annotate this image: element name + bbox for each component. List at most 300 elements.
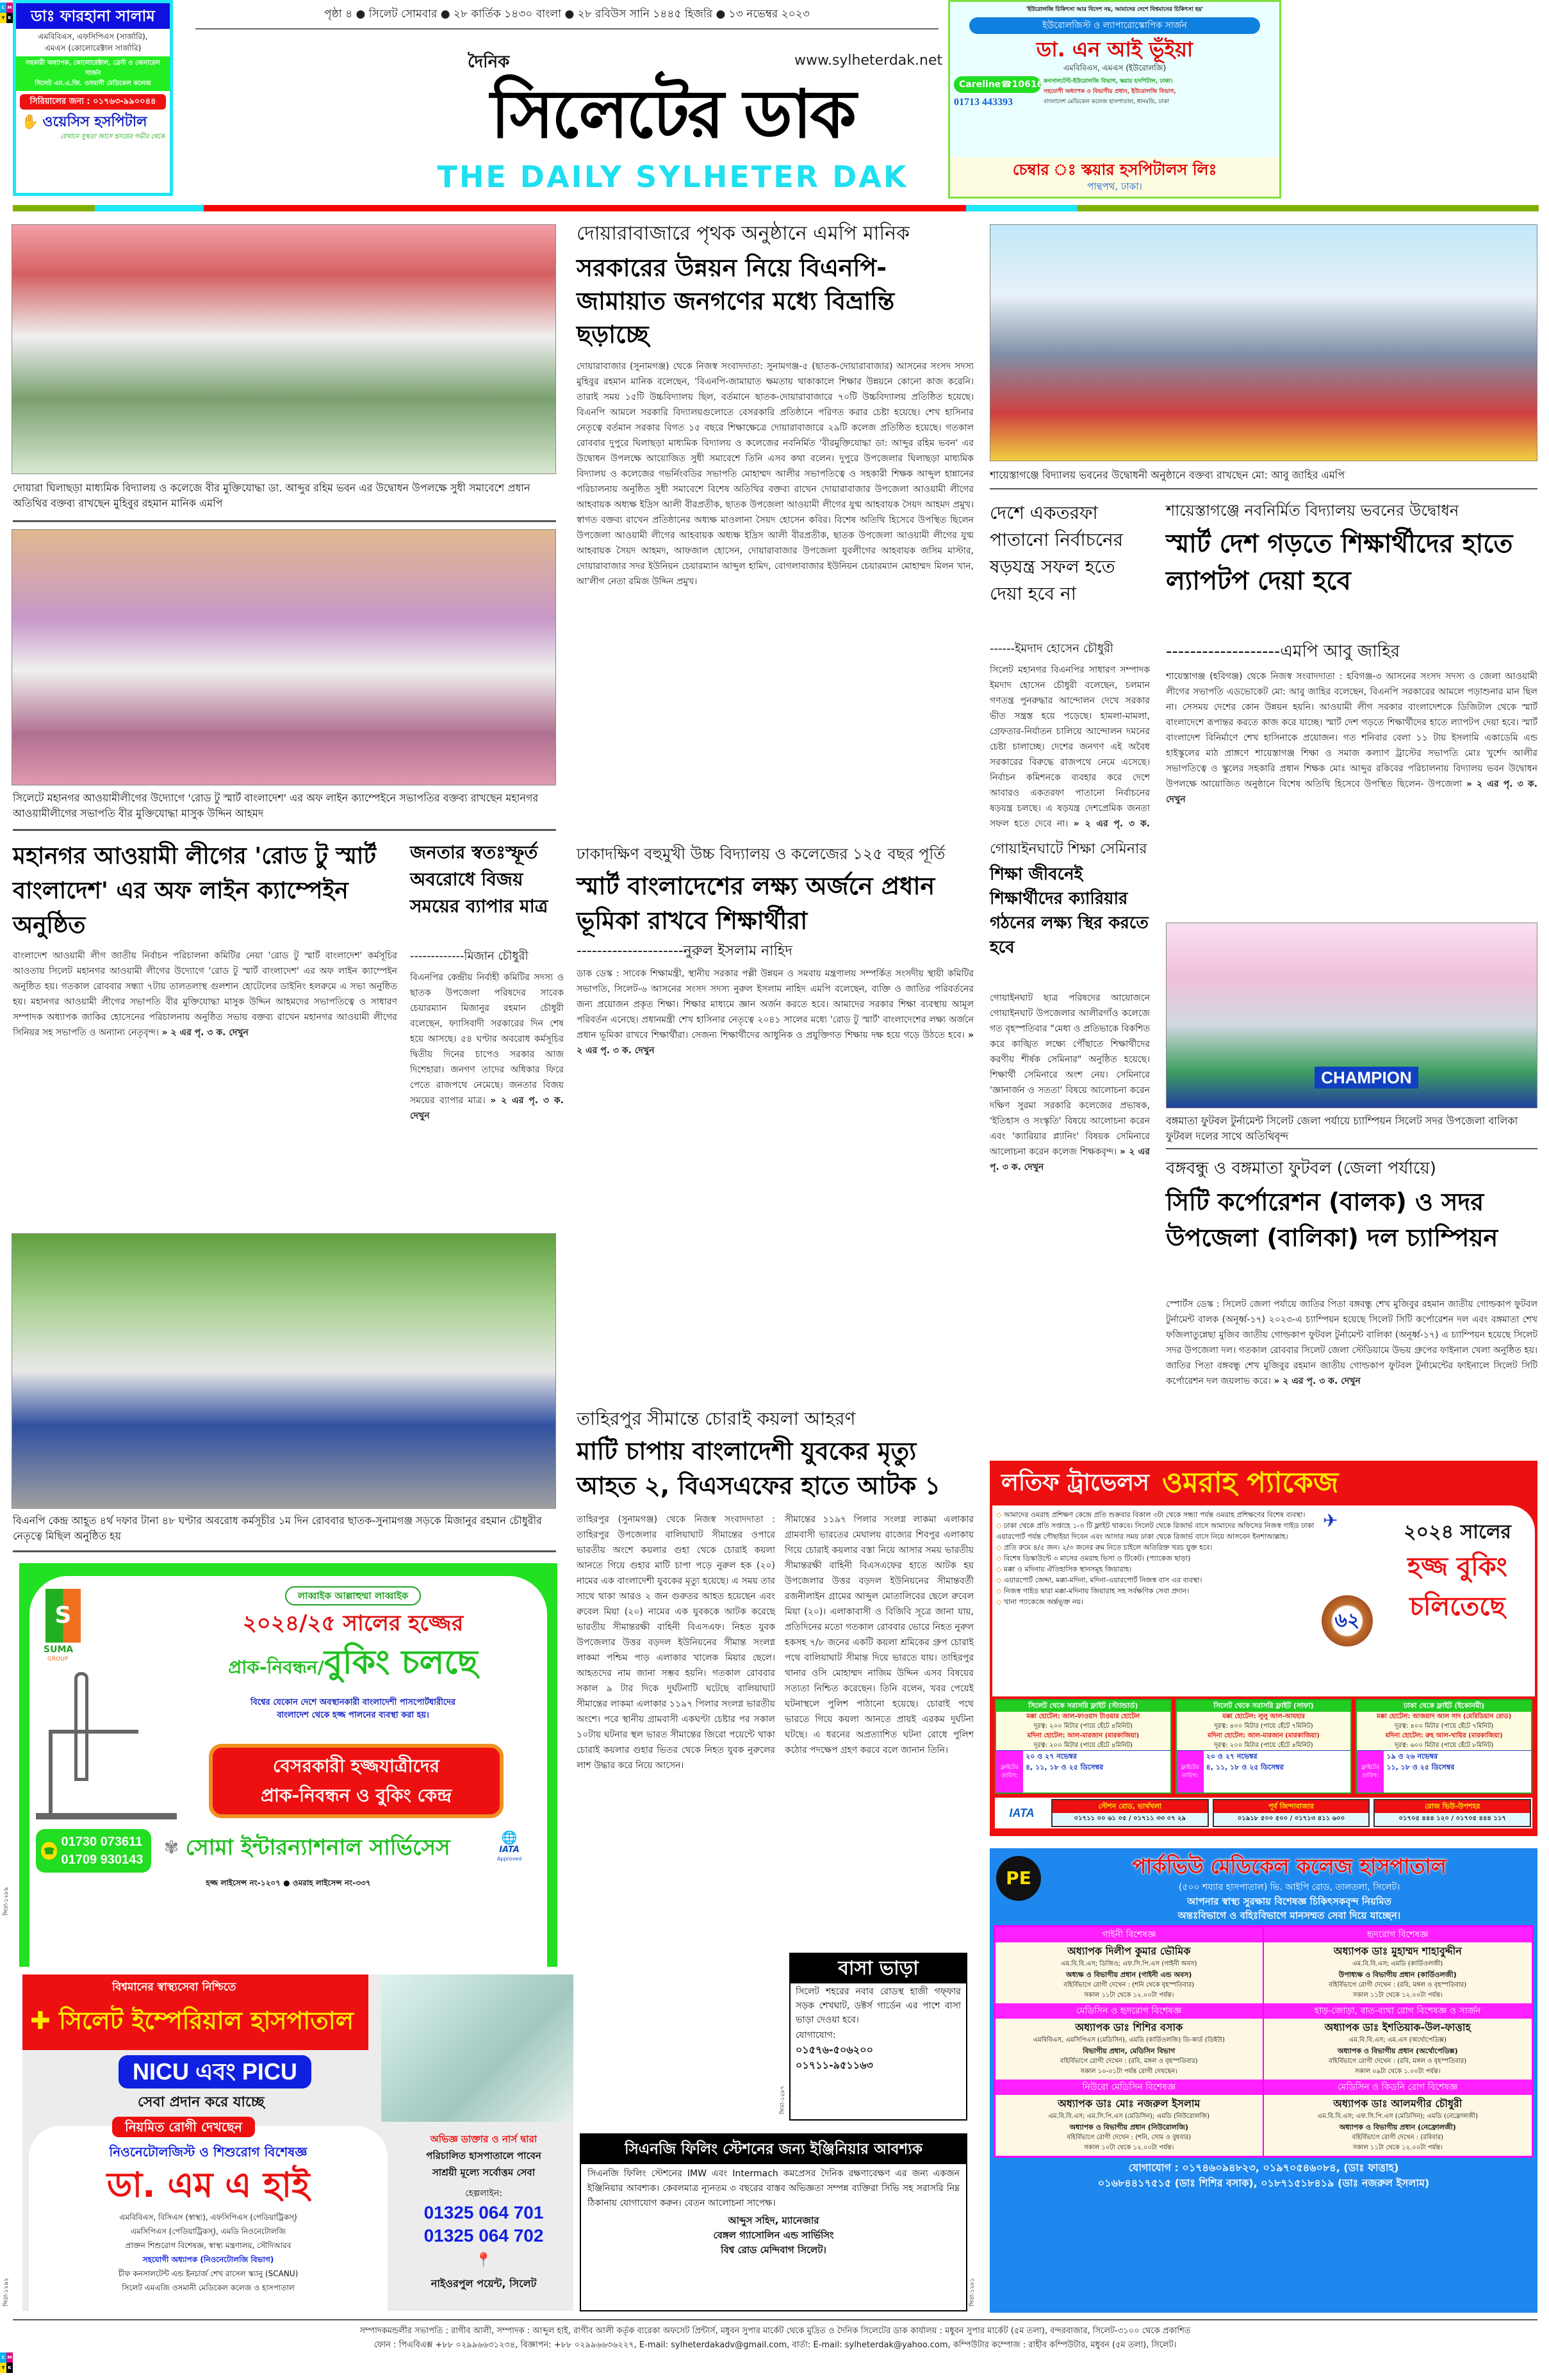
feature-text: এয়ারপোর্ট জেদ্দা, মক্কা-মদিনা, মদিনা-এয়ারপোর্ট নিজস্ব বাস এর ব্যবস্থা। [1003, 1576, 1202, 1584]
color-strip [13, 205, 95, 211]
department: গাইনী বিশেষজ্ঞ [996, 1927, 1263, 1942]
iata-logo [487, 1830, 532, 1863]
cmyk-k: K [6, 13, 13, 23]
story-text: গোয়াইনঘাট ছাত্র পরিষদের আয়োজনে গোয়াইনঘাট উপজেলার আলীরগাঁও কলেজে গত বৃহস্পতিবার "মেধা ও প্রতিভাকে বিকশিত করে কাঙ্খিত লক্ষ্যে পৌঁছাতে শিক্ষার্থীদের করণীয় শীর্ষক সেমিনার" অনুষ্ঠিত হয়েছে। শিক্ষার্থী সেমিনারে অংশ নেয়। সেমিনারে 'জ্ঞানার্জন ও সততা' বিষয়ে আলোচনা করেন দক্ষিণ সুরমা সরকারি কলেজের প্রভাষক, 'ইতিহাস ও সংস্কৃতি' বিষয়ে আলোচনা করেন এবং 'ক্যারিয়ার প্ল্যানিং' বিষয়ক সেমিনারে আলোচনা করেন কলেজ শিক্ষকবৃন্দ। [990, 993, 1150, 1157]
careline-label: Careline [959, 79, 1001, 90]
chamber: চেম্বার ঃ স্কয়ার হসপিটালস লিঃ [1012, 161, 1217, 179]
sign-2: বেঙ্গল গ্যাসোলিন এন্ড সার্ভিসিং [713, 2229, 834, 2241]
classified-title: সিএনজি ফিলিং স্টেশনের জন্য ইঞ্জিনিয়ার আবশ্যক [581, 2135, 966, 2164]
makkah-distance: দূরত্ব: ২০০ মিটার (পায়ে হেঁটে ৪মিনিট) [1033, 1723, 1133, 1730]
bullet-icon: ◇ [996, 1511, 1004, 1519]
phone-1[interactable]: ০১৫৭৬-৫০৬২০০ [796, 2044, 874, 2056]
doctor-card [1264, 2080, 1532, 2156]
story-headline[interactable]: স্মার্ট বাংলাদেশের লক্ষ্য অর্জনে প্রধান ভূমিকা রাখবে শিক্ষার্থীরা [577, 872, 935, 935]
flight-dates-dec: ৪, ১১, ১৮ ও ২৫ ডিসেম্বর [1026, 1763, 1104, 1771]
office-name: পূর্ব জিন্দাবাজার [1214, 1800, 1369, 1813]
story-kicker: বঙ্গবন্ধু ও বঙ্গমাতা ফুটবল (জেলা পর্যায়ে) [1166, 1159, 1436, 1178]
doctor-name: ডা. এন আই ভূঁইয়া [1036, 37, 1193, 62]
pre-registration: প্রাক-নিবন্ধন/ [228, 1657, 324, 1678]
story-headline[interactable]: জনতার স্বতঃস্ফূর্ত অবরোধে বিজয় সময়ের ব্যাপার মাত্র [410, 842, 548, 917]
ad-sylhet-imperial-hospital[interactable] [22, 1974, 573, 2311]
office-name: রোজ ভিউ-উপশহর [1375, 1800, 1530, 1813]
feature-item [996, 1509, 1316, 1520]
reg-code: সিডা-১২৮১ [969, 2277, 976, 2306]
phone-2[interactable]: ০১৭১১-৯৫১১৬৩ [796, 2059, 873, 2071]
service-line-2: অন্তঃবিভাগে ও বহিঃবিভাগে মানসম্মত সেবা দিয়ে যাচ্ছেন। [1177, 1910, 1401, 1921]
doctor-name: অধ্যাপক ডাঃ মোঃ নজরুল ইসলাম [1058, 2097, 1201, 2110]
cmyk-c: C [0, 3, 6, 13]
story-headline[interactable]: সিটি কর্পোরেশন (বালক) ও সদর উপজেলা (বালিকা) দল চ্যাম্পিয়ন [1166, 1188, 1498, 1252]
continued-link[interactable]: » ২ এর পৃ. ৩ ক. দেখুন [577, 1030, 974, 1056]
center-line-2: প্রাক-নিবন্ধন ও বুকিং কেন্দ্র [260, 1785, 452, 1806]
feature-item [996, 1520, 1316, 1542]
story-body [410, 970, 564, 1225]
flight-dates-nov: ২০ ও ২৭ নভেম্বর [1026, 1752, 1077, 1760]
cmyk-mark-top [0, 3, 13, 23]
hospital-address: (৫০০ শয্যার হাসপাতাল) ভি. আইপি রোড, তালতলা, সিলেট। [1178, 1882, 1400, 1892]
sign-1: আব্দুস সহিদ, ম্যানেজার [728, 2215, 819, 2226]
photo-shaistaganj-school [990, 224, 1537, 461]
makkah-distance: দূরত্ব: ৪০০ মিটার (পায়ে হেঁটে ৭মিনিট) [1214, 1723, 1313, 1730]
specialty-pill: ইউরোলজিস্ট ও ল্যাপারোস্কোপিক সার্জন [969, 17, 1260, 34]
consult-time: সকাল ১১টা থেকে ১২.০০টা পর্যন্ত। [1352, 1992, 1443, 1999]
package-title: সিলেট থেকে সরাসরি ফ্লাইট (স্ট্যান্ডার্ড) [996, 1700, 1170, 1712]
cred-5: চীফ কনসালটেন্ট এন্ড ইনচার্জ শেখ রাসেল স্ক্যানু (SCANU) [118, 2269, 299, 2278]
flight-dates-nov: ১৯ ও ২৬ নভেম্বর [1386, 1752, 1438, 1760]
position-2: সহযোগী অধ্যাপক ও বিভাগীয় প্রধান, ইউরোলজি বিভাগ, [1044, 88, 1176, 95]
feature-text: খানা প্যাকেজে অর্ন্তভূক্ত নয়। [1003, 1598, 1083, 1606]
bullet-icon: ◇ [996, 1522, 1004, 1530]
serial-phone[interactable]: সিরিয়ালের জন্য : ০১৭৬৩-৯৯০০৪৪ [20, 94, 166, 110]
imprint-line-2: ফোন : পিএবিএক্স +৮৮ ০২৯৯৬৬৩১২৩৪, বিজ্ঞাপন: +৮৮ ০২৯৯৬৬৩৬২২৭, E-mail: sylheterdakadv@gmail.com, বার্তা: E-mail: sylheterdak@yahoo.com, কম্পিউটার কম্পোজ : রাহীব কম্পিউটার, মধুবন (৫ম তলা), সিলেট। [373, 2340, 1177, 2350]
consult-time: সকাল ১১টা থেকে ১২.০০টা পর্যন্ত। [1352, 2144, 1443, 2151]
story-text: ডাক ডেস্ক : সাবেক শিক্ষামন্ত্রী, স্থানীয় সরকার পল্লী উন্নয়ন ও সমবায় মন্ত্রণালয় সম্পর্কিত সংসদীয় স্থায়ী কমিটির সভাপতি, সিলেট-৬ আসনের সংসদ সদস্য নুরুল ইসলাম নাহিদ এমপি বলেছেন, ব্যক্তি ও জাতির পরিবর্তনের জন্য প্রয়োজন প্রকৃত শিক্ষা। শিক্ষার মাধ্যমে জ্ঞান অর্জন করতে হবে। আমাদের সরকার শিক্ষা ব্যবস্থায় আমূল পরিবর্তন এনেছে। প্রধানমন্ত্রী শেখ হাসিনার নেতৃত্বে ২০৪১ সালের মধ্যে 'রোড টু স্মার্ট' বাংলাদেশের লক্ষ্য অর্জনে প্রধান ভূমিকা রাখবে শিক্ষার্থীরা। সেজন্য শিক্ষার্থীদের আধুনিক ও প্রযুক্তিগত শিক্ষায় দক্ষ হয়ে গড়ে উঠতে হবে। [577, 969, 974, 1040]
story-body [990, 990, 1150, 1436]
doctor-degrees: এম.বি.বি.এস; ডিজিও; এফ.সি.পি.এস (গাইনী অবস) [1060, 1960, 1197, 1967]
story-body: দোয়ারাবাজার (সুনামগঞ্জ) থেকে নিজস্ব সংবাদদাতা: সুনামগঞ্জ-৫ (ছাতক-দোয়ারাবাজার) আসনের সংসদ সদস্য মুহিবুর রহমান মানিক বলেছেন, 'বিএনপি-জামায়াত ক্ষমতায় থাকাকালে শিক্ষার উন্নয়নে কোনো কাজ করেনি। তারাই সময় ১৫টি উচ্চবিদ্যালয় ছিল, বর্তমানে ছাতক-দোয়ারাবাজারে ৭০টি উচ্চবিদ্যালয় প্রতিষ্ঠিত হয়েছে। বিএনপি আমলে সরকারি বিদ্যালয়গুলোতে বেসরকারি প্রতিষ্ঠানে পরিণত করার চেষ্টা হয়েছে। শেখ হাসিনার নেতৃত্বে বর্তমান সরকার বিগত ১৫ বছরে শিক্ষাক্ষেত্রে দোয়ারাবাজারে ২৯টি কলেজ প্রতিষ্ঠিত হয়েছে। গতকাল রোববার দুপুরে ঘিলাছড়া মাধ্যমিক বিদ্যালয় ও কলেজের নবনির্মিত 'বীরমুক্তিযোদ্ধা ডা: আব্দুর রহিম ভবন' এর উদ্বোধন উপলক্ষে আয়োজিত সুধী সমাবেশে তিনি এসব কথা বলেন। দুপুরে উপজেলার ঘিলাছড়া মাধ্যমিক বিদ্যালয় ও কলেজের গভর্নিংবডির সভাপতি মোহাম্মদ আলীর সভাপতিত্বে ও সহকারী শিক্ষক আব্দুল হান্নানের পরিচালনায় অনুষ্ঠিত সুধী সমাবেশে বিশেষ অতিথির বক্তব্য রাখেন দোয়ারাবাজার উপজেলা আওয়ামী লীগের আহবায়ক অধ্যক্ষ ইদ্রিস আলী বীরপ্রতীক, ছাতক উপজেলা আওয়ামী লীগের যুগ্ম আহবায়ক সৈয়দ আহমদ প্রমুখ। স্বাগত বক্তব্য রাখেন প্রতিষ্ঠানের অধ্যক্ষ মাওলানা সৈয়দ হোসেন কবির। বিশেষ অতিথি হিসেবে উপস্থিত ছিলেন উপজেলা আওয়ামী লীগের আহবায়ক অধ্যক্ষ ইদ্রিস আলী বীরপ্রতীক, ছাতক উপজেলা আওয়ামী লীগের যুগ্ম আহবায়ক সৈয়দ আহমদ, আফজাল হোসেন, দোয়ারাবাজার উপজেলা যুবলীগের আহবায়ক জসিম মাস্টার, দোয়ারাবাজার সদর ইউনিয়ন চেয়ারম্যান আব্দুল হামিদ, বোগলাবাজার ইউনিয়ন চেয়ারম্যান মোহাম্মদ মিলন খান, আ'লীগ নেতা রমিজ উদ্দিন প্রমুখ। [577, 361, 974, 587]
flight-date-label: ফ্লাইটের তারিখ: [996, 1751, 1023, 1793]
tagline: বিশ্বমানের স্বাস্থ্যসেবা নিশ্চিতে [112, 1981, 236, 1994]
flight-dates-dec: ১১, ১৮ ও ২৫ ডিসেম্বর [1386, 1763, 1455, 1771]
specialty: নিওনেটোলজিস্ট ও শিশুরোগ বিশেষজ্ঞ [109, 2144, 307, 2160]
flight-date-label: ফ্লাইটের তারিখ: [1357, 1751, 1384, 1793]
department: মেডিসিন ও কিডনি রোগ বিশেষজ্ঞ [1264, 2080, 1532, 2095]
story-kicker: ঢাকাদক্ষিণ বহুমুখী উচ্চ বিদ্যালয় ও কলেজের ১২৫ বছর পূর্তি [577, 845, 946, 863]
doctor-name: অধ্যাপক ডাঃ মুহাম্মদ শাহাবুদ্দীন [1333, 1945, 1462, 1957]
makkah-distance: দূরত্ব: ৪০০ মিটার (পায়ে হেঁটে ৭মিনিট) [1395, 1723, 1494, 1730]
story-text: শায়েস্তাগঞ্জ (হবিগঞ্জ) থেকে নিজস্ব সংবাদদাতা : হবিগঞ্জ-৩ আসনের সংসদ সদস্য ও জেলা আওয়ামী লীগের সভাপতি এডভোকেট মো: আবু জাহির বলেছেন, বিএনপি সরকারের আমলে পড়াশুনার মান ছিল না। সেসময় দেশের কোন উন্নয়ন হয়নি। আওয়ামী লীগ সরকার বাংলাদেশকে ডিজিটাল থেকে স্মার্ট বাংলাদেশে রূপান্তর করতে কাজ করে যাচ্ছে। স্মার্ট দেশ গড়তে শিক্ষার্থীদের হাতে ল্যাপটপ দেয়া হবে। স্মার্ট বাংলাদেশ বিনির্মাণে শেখ হাসিনাকে প্রয়োজন। গত শনিবার বেলা ১১ টায় ইসলামি একাডেমি এন্ড হাইস্কুলের মাঠ প্রাঙ্গণে শায়েস্তাগঞ্জ শিক্ষা ও সমাজ কল্যাণ ট্রাস্টের সভাপতি মোঃ খুর্শেদ আলীর সভাপতিত্বে ও স্কুলের সহকারি প্রধান শিক্ষক মোঃ আব্দুর রকিবের পরিচালনায় বিদ্যালয় ভবন উদ্বোধন উপলক্ষে আয়োজিত অনুষ্ঠানে বিশেষ অতিথি হিসেবে উপস্থিত ছিলেন- উপজেলা [1166, 671, 1537, 789]
office-name: স্টেশন রোড, ভার্থখলা [1053, 1800, 1208, 1813]
package-features [996, 1509, 1316, 1607]
contact-2[interactable]: ০১৬৮৪৪১৭৫১৫ (ডাঃ শিশির বসাক), ০১৮৭১৫১৮৪১৯ (ডাঃ নজরুল ইসলাম) [1097, 2177, 1430, 2189]
cred-6: সিলেট এমএজি ওসমানী মেডিকেল কলেজ ও হাসপাতাল [122, 2283, 295, 2292]
bullet-icon: ◇ [996, 1598, 1004, 1606]
latif-bird-logo-icon: ✈ [1323, 1510, 1338, 1531]
doctor-name: অধ্যাপক ডাঃ আলমগীর চৌধুরী [1333, 2097, 1463, 2110]
story-byline: ------ইমদাদ হোসেন চৌধুরী [990, 642, 1114, 655]
hospital-logo-icon: ✚ [30, 2007, 51, 2035]
office-card[interactable] [1213, 1799, 1370, 1827]
divider [1166, 1148, 1537, 1149]
continued-link[interactable]: » ২ এর পৃ. ৩ ক. দেখুন [990, 1147, 1150, 1172]
divider [13, 520, 556, 522]
story-body [577, 966, 974, 1397]
story-headline[interactable]: সরকারের উন্নয়ন নিয়ে বিএনপি-জামায়াত জনগণের মধ্যে বিভ্রান্তি ছড়াচ্ছে [577, 254, 895, 349]
hajj-year: ২০২৪/২৫ সালের হজ্জের [242, 1611, 464, 1636]
location-pin-icon: 📍 [475, 2253, 493, 2269]
doctor-degrees-2: এমএস (কোলোরেক্টাল সার্জারি) [44, 44, 142, 53]
story-headline[interactable]: দেশে একতরফা পাতানো নির্বাচনের ষড়যন্ত্র সফল হতে দেয়া হবে না [990, 502, 1124, 604]
cmyk-y: Y [0, 13, 6, 23]
doctor-card [996, 2003, 1264, 2080]
cmyk-c: C [0, 2352, 6, 2363]
latif-packages[interactable] [990, 1699, 1537, 1836]
doctor-credentials [29, 2210, 388, 2295]
photo-football-champions [1166, 923, 1537, 1108]
cmyk-mark-bottom [0, 2352, 13, 2373]
phone-box[interactable] [36, 1829, 151, 1873]
masthead-title: সিলেটের ডাক [490, 75, 855, 153]
office-phones[interactable]: ০১৭০৫ ৪৪৪ ১২০ / ০১৭০৫ ৪৪৪ ১১৭ [1375, 1813, 1530, 1825]
consult-time: সকাল ১০-০১টা পর্যন্ত রোগী দেখছেন। [1080, 2068, 1177, 2075]
bullet-icon: ◇ [996, 1565, 1004, 1573]
classified-engineer-wanted[interactable] [580, 2133, 967, 2311]
color-strip [966, 205, 1078, 211]
experienced-staff [400, 2131, 567, 2181]
feature-item [996, 1575, 1316, 1586]
suma-logo-sub: GROUP [47, 1656, 69, 1662]
doctor-degrees: এম.বি.বি.এস; এম.সি.পি.এস (মেডিসিন); এমডি (নিউরোলজি) [1048, 2113, 1210, 2120]
doctor-position: অধ্যাপক ও বিভাগীয় প্রধান (নিউরোলজি) [1069, 2123, 1188, 2131]
cred-3: প্রাক্তন শিশুরোগ বিশেষজ্ঞ, স্বাস্থ্য মন্ত্রণালয়, সৌদিআরব [125, 2241, 291, 2250]
hospital-name: পার্কভিউ মেডিকেল কলেজ হাসপাতাল [1132, 1854, 1447, 1878]
photo-caption: বঙ্গমাতা ফুটবল টুর্নামেন্ট সিলেট জেলা পর্যায়ে চ্যাম্পিয়ন সিলেট সদর উপজেলা বালিকা ফুটবল দলের সাথে অতিথিবৃন্দ [1166, 1115, 1518, 1142]
doctor-degrees: এম.বি.বি.এস; এফ.সি.পি.এস (মেডিসিন); এমডি (নেফ্রোলজী) [1317, 2113, 1478, 2120]
continued-link[interactable]: » ২ এর পৃ. ৩ ক. দেখুন [1274, 1376, 1361, 1386]
department: হৃদরোগ বিশেষজ্ঞ [1264, 1927, 1532, 1942]
department: মেডিসিন ও হৃদরোগ বিশেষজ্ঞ [996, 2003, 1263, 2019]
makkah-hotel: মক্কা হোটেল: লুলু আল-আযহার [1222, 1713, 1305, 1720]
dateline: পৃষ্ঠা ৪ ● সিলেট সোমবার ● ২৮ কার্তিক ১৪৩০ বাংলা ● ২৮ রবিউস সানি ১৪৪৫ হিজরি ● ১৩ নভেম্বর ২০২৩ [195, 6, 938, 29]
ad-suma-hajj[interactable] [19, 1563, 557, 1967]
cmyk-y: Y [0, 2363, 6, 2373]
helpline-label: হেল্পলাইন: [465, 2188, 502, 2199]
consult-time: সকাল ১১টা থেকে ১২.০০টা পর্যন্ত। [1084, 1992, 1174, 1999]
company-row [164, 1830, 497, 1866]
service-sub: সেবা প্রদান করে যাচ্ছে [138, 2094, 265, 2110]
doctor-position: বিভাগীয় প্রধান, মেডিসিন বিভাগ [1083, 2047, 1176, 2055]
booking-center-bubble [209, 1744, 504, 1818]
madinah-distance: দূরত্ব: ৬০০ মিটার (পায়ে হেঁটে ৮মিনিট) [1395, 1742, 1494, 1749]
office-phones[interactable]: ০১৯১৮ ৫০০ ৫০০ / ০১৭১৩ ৪১১ ৬০০ [1214, 1813, 1369, 1825]
photo-caption: সিলেটে মহানগর আওয়ামীলীগের উদ্যোগে 'রোড টু স্মার্ট বাংলাদেশ' এর অফ লাইন ক্যাম্পেইনে সভাপতির বক্তব্য রাখছেন মহানগর আওয়ামীলীগের সভাপতি বীর মুক্তিযোদ্ধা মাসুক উদ্দিন আহমদ [13, 792, 539, 819]
doctor-name: অধ্যাপক দিলীপ কুমার ভৌমিক [1067, 1945, 1191, 1957]
helpline-2[interactable]: 01325 064 702 [423, 2226, 544, 2245]
story-kicker: তাহিরপুর সীমান্তে চোরাই কয়লা আহরণ [577, 1408, 856, 1429]
suma-logo-text: SUMA [44, 1645, 74, 1655]
regular-badge: নিয়মিত রোগী দেখছেন [112, 2117, 255, 2137]
exp-2: পরিচালিত হাসপাতালে পাবেন [426, 2150, 541, 2162]
masthead-small-title: দৈনিক [468, 53, 510, 72]
exp-1: অভিজ্ঞ ডাক্তার ও নার্স দ্বারা [430, 2133, 537, 2145]
cred-1: এমবিবিএস, বিসিএস (স্বাস্থ্য), এফসিপিএস (পেডিয়াট্রিকস্) [119, 2213, 297, 2222]
consult-days: বহির্বিভাগে রোগী দেখেন : (রবি, মঙ্গল ও বৃহস্পতিবার) [1329, 1982, 1467, 1989]
doctor-name: অধ্যাপক ডাঃ শিশির বসাক [1075, 2021, 1183, 2033]
careline-badge[interactable] [954, 76, 1044, 93]
company-name: সোমা ইন্টারন্যাশনাল সার্ভিসেস [185, 1835, 450, 1860]
flight-dates-nov: ২০ ও ২৭ নভেম্বর [1206, 1752, 1258, 1760]
story-body [1166, 1297, 1537, 1450]
department: নিউরো মেডিসিন বিশেষজ্ঞ [996, 2080, 1263, 2095]
doctor-position: অধ্যাপক ও বিভাগীয় প্রধান (নেফ্রোলজী) [1339, 2123, 1456, 2131]
classified-title: বাসা ভাড়া [791, 1954, 966, 1983]
story-text: বাংলাদেশ আওয়ামী লীগ জাতীয় নির্বাচন পরিচালনা কমিটির নেয়া 'রোড টু স্মার্ট বাংলাদেশ' কর্মসূচির আওতায় সিলেট মহানগর আওয়ামী লীগের উদ্যোগে 'রোড টু স্মার্ট বাংলাদেশ' এর অফ লাইন ক্যাম্পেইন অনুষ্ঠিত হয়। গতকাল রোববার সন্ধ্যা ৭টায় তালতলাস্থ গুলশান হোটেলের ডাইনিং হলরুমে এ সভা অনুষ্ঠিত হয়। মহানগর আওয়ামী লীগের সভাপতি বীর মুক্তিযোদ্ধা মাসুক উদ্দিন আহমদের সভাপতিত্বে ও সাধারণ সম্পাদক অধ্যাপক জাকির হোসেনের পরিচালনায় অনুষ্ঠিত সভায় বক্তব্য রাখেন মহানগর আওয়ামী লীগের সিনিয়র সহ সভাপতি ও অন্যান্য নেতৃবৃন্দ। [13, 951, 397, 1038]
hospital-name: ওয়েসিস হসপিটাল [42, 114, 147, 130]
office-phones[interactable]: ০১৭১১ ০০ ৬১ ০৫ / ০১৭১১ ৩৩ ০৭ ২৯ [1053, 1813, 1208, 1825]
iata-logo: IATA [1009, 1807, 1035, 1819]
doctor-degrees-1: এমবিবিএস, এফসিপিএস (সার্জারি), [38, 32, 148, 41]
reg-code: সিডা-১২৮৭ [780, 2085, 786, 2114]
imprint-line-1: সম্পাদকমন্ডলীর সভাপতি : রাগীব আলী, সম্পাদক : আব্দুল হাই, রাগীব আলী কর্তৃক বারেকা অফসেট প্রিন্টার্স, মধুবন সুপার মার্কেট থেকে মুদ্রিত ও দৈনিক সিলেটের ডাক কার্যালয় : মধুবন সুপার মার্কেট (৫ম তলা), বন্দরবাজার, সিলেট-৩১০০ থেকে প্রকাশিত [359, 2326, 1191, 2336]
story-headline[interactable]: স্মার্ট দেশ গড়তে শিক্ষার্থীদের হাতে ল্যাপটপ দেয়া হবে [1166, 529, 1513, 596]
story-kicker: দোয়ারাবাজারে পৃথক অনুষ্ঠানে এমপি মানিক [577, 222, 910, 245]
position-3: বাংলাদেশ মেডিকেল কলেজ হাসপাতাল, ধানমন্ডি, ঢাকা [1044, 99, 1170, 105]
doctor-position: অধ্যাপক ও বিভাগীয় প্রধান (অর্থোপেডিক্স) [1337, 2047, 1458, 2055]
package-title: সিলেট থেকে সরাসরি ফ্লাইট (সাফা) [1177, 1700, 1351, 1712]
photo-bnp-procession [12, 1233, 556, 1509]
office-card[interactable] [1051, 1799, 1209, 1827]
iata-sub: Approved [496, 1856, 522, 1862]
consult-days: বহির্বিভাগে রোগী দেখেন : (রবি, মঙ্গল ও বৃহস্পতিবার) [1329, 2058, 1467, 2065]
consult-days: বহির্বিভাগে রোগী দেখেন : (রবি, মঙ্গল ও বৃহস্পতিবার) [1060, 2058, 1198, 2065]
feature-text: প্রতি রুমে ৪/৫ জন। ২/৩ জনের রুম নিতে চাইলে অতিরিক্ত খরচ যুক্ত হবে। [1003, 1543, 1213, 1552]
consult-time: সকাল ১০টা থেকে ১২.০০টা পর্যন্ত। [1084, 2144, 1174, 2151]
package-card[interactable] [1356, 1699, 1532, 1794]
madinah-distance: দূরত্ব: ২০০ মিটার (পায়ে হেঁটে ৪মিনিট) [1033, 1742, 1133, 1749]
soma-logo-icon: ✾ [164, 1837, 179, 1858]
story-byline: -------------------এমপি আবু জাহির [1166, 642, 1400, 661]
champion-banner: CHAMPION [1315, 1067, 1418, 1088]
bullet-icon: ◇ [996, 1543, 1004, 1552]
package-card[interactable] [1176, 1699, 1352, 1794]
doctor-degrees: এমবিবিএস, এমসিপিএস (মেডিসিন), এমডি (কার্ডিওলজি) ডি-কার্ড (ডিইউ) [1033, 2037, 1225, 2044]
bullet-icon: ◇ [996, 1554, 1004, 1563]
reg-code: সিডা-১২৯২ [3, 2277, 10, 2306]
doctor-card [1264, 1927, 1532, 2003]
chamber-location: পান্থপথ, ঢাকা। [1087, 181, 1142, 192]
story-headline[interactable]: মাটি চাপায় বাংলাদেশী যুবকের মৃত্যু আহত ২, বিএসএফের হাতে আটক ১ [577, 1437, 941, 1500]
kaaba-minaret-icon [36, 1672, 177, 1819]
story-body [13, 948, 397, 1225]
note-2: বাংলাদেশ থেকে হজ্জ পালনের ব্যবস্থা করা হয়। [277, 1711, 429, 1720]
madinah-distance: দূরত্ব: ২০০ মিটার (পায়ে হেঁটে ৪মিনিট) [1214, 1742, 1313, 1749]
exp-3: সাশ্রয়ী মূল্যে সর্বোত্তম সেবা [432, 2167, 536, 2178]
photo-doyarabazar-meeting [12, 224, 556, 474]
story-text: স্পোর্টস ডেস্ক : সিলেট জেলা পর্যায়ে জাতির পিতা বঙ্গবন্ধু শেখ মুজিবুর রহমান জাতীয় গোল্ডকাপ ফুটবল টুর্নামেন্ট বালক (অনূর্ধ্ব-১৭) ২০২৩-এ চ্যাম্পিয়ন হয়েছে সিলেট সিটি কর্পোরেশন দল এবং বঙ্গমাতা শেখ ফজিলাতুন্নেছা মুজিব জাতীয় গোল্ডকাপ ফুটবল টুর্নামেন্ট বালিকা (অনূর্ধ্ব-১৭) এ চ্যাম্পিয়ন হয়েছে সিলেট সদর উপজেলা দল। গতকাল রোববার সিলেট জেলা স্টেডিয়ামে উভয় গ্রুপের ফাইনাল খেলা অনুষ্ঠিত হয়। জাতির পিতা বঙ্গবন্ধু শেখ মুজিবুর রহমান জাতীয় গোল্ডকাপ ফুটবল টুর্নামেন্টের ফাইনালে সিলেট সিটি কর্পোরেশন দল জয়লাভ করে। [1166, 1299, 1537, 1386]
department: হাড়-জোড়া, বাত-ব্যথা রোগ বিশেষজ্ঞ ও সার্জন [1264, 2003, 1532, 2019]
feature-item [996, 1596, 1316, 1607]
phone-2[interactable]: 01709 930143 [61, 1853, 143, 1867]
story-text: সিলেট মহানগর বিএনপির সাধারণ সম্পাদক ইমদাদ হোসেন চৌধুরী বলেছেন, চলমান গণতন্ত্র পুনরুদ্ধার আন্দোলন দেখে সরকার ভীত সন্ত্রস্ত হয়ে পড়েছে। হামলা-মামলা, গ্রেফতার-নির্যাতন চালিয়ে আন্দোলন দমনের চেষ্টা চালাচ্ছে। দেশের জনগণ এই অবৈধ সরকারের বিরুদ্ধে রাজপথে নেমে এসেছে। নির্বাচন কমিশনকে ব্যবহার করে দেশে আবারও একতরফা পাতানো নির্বাচনের ষড়যন্ত্র চলছে। এ ষড়যন্ত্র দেশপ্রেমিক জনতা সফল হতে দেবে না। [990, 665, 1150, 829]
parkview-logo-icon: PE [996, 1856, 1041, 1901]
phone-icon: ☎ [1001, 79, 1012, 90]
anniversary-badge: ৬২ [1322, 1595, 1373, 1646]
story-headline[interactable]: শিক্ষা জীবনেই শিক্ষার্থীদের ক্যারিয়ার গঠনের লক্ষ্য স্থির করতে হবে [990, 865, 1149, 957]
flight-date-label: ফ্লাইটের তারিখ: [1177, 1751, 1204, 1793]
divider [13, 829, 556, 831]
story-body [990, 662, 1150, 832]
doctor-name: ডাঃ ফারহানা সালাম [16, 3, 170, 29]
phone-1[interactable]: 01730 073611 [61, 1835, 143, 1849]
ad-parkview-hospital[interactable] [990, 1848, 1537, 2313]
color-strip [95, 205, 204, 211]
doctor-card [1264, 2003, 1532, 2080]
address: নাইওরপুল পয়েন্ট, সিলেট [430, 2277, 537, 2290]
ad-dr-ni-bhuiyan[interactable] [948, 0, 1281, 199]
continued-link[interactable]: » ২ এর পৃ. ৩ ক. দেখুন [161, 1028, 249, 1038]
color-strip [1078, 205, 1539, 211]
package-title: ঢাকা থেকে ফ্লাইট (ইকোনমী) [1357, 1700, 1531, 1712]
iata-text: IATA [499, 1845, 520, 1855]
feature-text: মক্কা ও মদিনায় ঐতিহাসিক স্থানসমূহ জিয়ারাহ। [1003, 1565, 1132, 1573]
photo-caption: বিএনপি কেন্দ্র আহূত ৪র্থ দফার টানা ৪৮ ঘণ্টার অবরোধ কর্মসূচীর ১ম দিন রোববার ছাতক-সুনামগঞ্জ সড়কে মিজানুর রহমান চৌধুরীর নেতৃত্বে মিছিল অনুষ্ঠিত হয় [13, 1514, 542, 1542]
story-body-col1: তাহিরপুর (সুনামগঞ্জ) থেকে নিজস্ব সংবাদদাতা : তাহিরপুর উপজেলার বালিয়াঘাট সীমান্তের ওপারে ভারতীয় অংশে কয়লার গুহা থেকে চোরাই কয়লা আনতে গিয়ে গুহার মাটি চাপা পড়ে নুরুল হক (২০) নামের এক বাংলাদেশী যুবকের মৃত্যু হয়েছে। এ সময় তার সাথে থাকা আরও ২ জন গুরুতর আহত হয়েছেন এবং রুবেল মিয়া (২০) নামের এক যুবককে আটক করেছে ভারতীয় সীমান্তরক্ষী বাহিনী বিএসএফ। নিহত যুবক উপজেলার উত্তর বড়দল ইউনিয়নের সীমান্ত সংলগ্ন লাকমা পশ্চিম পাড় এলাকার খালেক মিয়ার ছেলে। আহতদের নাম জানা সম্ভব হয়নি। গতকাল রোববার সকাল ৯ টার দিকে দুর্ঘটনাটি ঘটেছে বালিয়াঘাট সীমান্তের লাকমা এলাকার ১১৯৭ পিলার সংলগ্ন ভারতীয় অংশে। পরে স্থানীয় গ্রামবাসী একঘণ্টা চেষ্টার পর সকাল ১০টায় ঘটনার স্থল ভারত সীমান্তের জিরো পয়েন্টে থাকা চোরাই কয়লার গুহার ভিতর থেকে নিহত যুবক নুরুলের লাশ উদ্ধার করে নিয়ে আসেন। [577, 1514, 775, 1771]
cmyk-m: M [6, 2352, 13, 2363]
booking-running: বুকিং চলছে [324, 1643, 478, 1682]
continued-link[interactable]: » ২ এর পৃ. ৩ ক. দেখুন [410, 1096, 564, 1121]
hajj-booking: হজ্জ বুকিং [1407, 1552, 1507, 1582]
feature-text: ঢাকা থেকে প্রতি সপ্তাহে ১-৩ টি ফ্লাইট থাকবে। সিলেট থেকে রিজার্ভ বাসে আমাদের অফিসের নিজস্ব গাইড ঢাকা এয়ারপোর্ট পর্যন্ত পৌছাইয়া দিবেন এবং আসার সময় ঢাকা থেকে রিজার্ভ বাসে নিয়ে আসবেন ইনশাআল্লাহ। [996, 1522, 1315, 1541]
flight-dates-dec: ৪, ১১, ১৮ ও ২৫ ডিসেম্বর [1206, 1763, 1284, 1771]
feature-item [996, 1553, 1316, 1564]
contact-info[interactable] [994, 2160, 1534, 2191]
contact-1[interactable]: যোগাযোগ : ০১৭৪৬০৯৪৮২৩, ০১৯৭০৫৪৬০৮৪, (ডাঃ ফাত্তাহ) [1128, 2162, 1399, 2174]
cmyk-k: K [6, 2363, 13, 2373]
package-card[interactable] [995, 1699, 1172, 1794]
baby-photo [381, 1974, 573, 2122]
ad-latif-travels-umrah[interactable] [990, 1461, 1537, 1699]
globe-icon: 🌐 [501, 1830, 518, 1845]
color-strip [204, 205, 966, 211]
service-line-1: আপনার স্বাস্থ্য সুরক্ষায় বিশেষজ্ঞ চিকিৎসকবৃন্দ নিয়মিত [1187, 1896, 1391, 1907]
sign-3: বিশ্ব রোড মেন্দিবাগ সিলেট। [721, 2244, 826, 2256]
story-kicker: শায়েস্তাগঞ্জে নবনির্মিত বিদ্যালয় ভবনের উদ্বোধন [1166, 502, 1459, 520]
bullet-icon: ◇ [996, 1587, 1004, 1595]
cmyk-m: M [6, 3, 13, 13]
classified-body: সিএনজি ফিলিং স্টেশনের IMW এবং Intermach কমপ্রেসর দৈনিক রক্ষণাবেক্ষণ এর জন্য একজন ইঞ্জিনিয়ার আবশ্যক। কেবলমাত্র ন্যূনতম ৩ বছরের বাস্তব অভিজ্ঞতা সম্পন্ন ব্যক্তিরা সিভি সহ সরাসরি নিম্ন ঠিকানায় যোগাযোগ করুন। বেতন আলোচনা সাপেক্ষ। [587, 2169, 960, 2208]
cred-2: এমসিপিএস (পেডিয়াট্রিকস্), এমডি নিওনেটোলজি [131, 2227, 286, 2236]
feature-text: আমাদের ওমরাহ প্রশিক্ষণ কেন্দ্রে প্রতি শুক্রবার বিকাল ৩টা থেকে সন্ধ্যা পর্যন্ত ওমরাহ প্রশিক্ষণের বিশেষ ব্যবস্থা। [1003, 1511, 1306, 1519]
doctor-position-1: সহকারী অধ্যাপক, কোলোরেক্টাল, ব্রেস্ট ও জেনারেল সার্জন [26, 60, 160, 77]
continued-link[interactable]: » ২ এর পৃ. ৩ ক. [1073, 819, 1150, 829]
note-1: বিশ্বের যেকোন দেশে অবস্থানকারী বাংলাদেশী পাসপোর্টধারীদের [250, 1698, 456, 1707]
doctor-degrees: এম.বি.বি.এস; এম.এস (অর্থোপেডিক্স) [1348, 2037, 1447, 2044]
story-byline: -------------মিজান চৌধুরী [410, 949, 529, 963]
license-numbers: হজ্জ লাইসেন্স নং-১২০৭ ● ওমরাহ লাইসেন্স নং-৩৩৭ [206, 1878, 371, 1887]
doctor-position-2: সিলেট এম.এ.জি. ওসমানী মেডিকেল কলেজ [35, 80, 151, 87]
doctor-card [996, 1927, 1264, 2003]
classified-house-rent[interactable] [789, 1953, 967, 2121]
divider [13, 1550, 556, 1552]
consult-time: সকাল ০৯টা থেকে ১.০০টা পর্যন্ত। [1354, 2068, 1441, 2075]
madinah-hotel: মদিনা হোটেল: আল-মারজান (মারকাজিয়া) [1027, 1732, 1140, 1739]
feature-text: নিজস্ব গাইড দ্বারা মক্কা-মদিনায় জিয়ারাহ সহ সর্বক্ষণিক সেবা প্রদান। [1003, 1587, 1190, 1595]
contact-label: যোগাযোগ: [796, 2030, 836, 2040]
story-kicker: গোয়াইনঘাটে শিক্ষা সেমিনার [990, 841, 1147, 857]
website[interactable]: www.sylheterdak.net [794, 53, 943, 69]
divider [990, 488, 1537, 489]
hajj-running: চলিতেছে [1409, 1592, 1505, 1621]
cred-4: সহযোগী অধ্যাপক (নিওনেটোলজি বিভাগ) [142, 2255, 274, 2264]
makkah-hotel: মক্কা হোটেল: আল-ফাওয়াদ টাওয়ার হোটেল [1026, 1713, 1140, 1720]
feature-text: বিশেষ ডিস্কাউন্টে ৩ মাসের ওমরাহ ভিসা ও টিকেট। (প্যাকেজ ছাড়া) [1003, 1554, 1191, 1563]
story-text: বিএনপির কেন্দ্রীয় নির্বাহী কমিটির সদস্য ও ছাতক উপজেলা পরিষদের সাবেক চেয়ারম্যান মিজানুর রহমান চৌধুরী বলেছেন, ফ্যাসিবাদী সরকারের দিন শেষ হয়ে আসছে। ৫৪ ঘণ্টার অবরোধ কর্মসূচির দ্বিতীয় দিনের চাপেও সরকার আজ দিশেহারা। জনগণ তাদের অধিকার ফিরে পেতে রাজপথে নেমেছে। জনতার বিজয় সময়ের ব্যাপার মাত্র। [410, 973, 564, 1106]
phone-number[interactable]: 01713 443393 [954, 97, 1013, 108]
careline-number: 10616 [1012, 79, 1044, 90]
urology-quote: 'ইউরোলজি চিকিৎসা আর বিদেশ নয়, আমাদের দেশে বিশ্বমানের চিকিৎসা হয়' [1026, 6, 1204, 13]
photo-caption: শায়েস্তাগঞ্জে বিদ্যালয় ভবনের উদ্বোধনী অনুষ্ঠানে বক্তব্য রাখছেন মো: আবু জাহির এমপি [990, 469, 1345, 481]
doctor-grid [994, 1925, 1534, 2158]
consult-days: বহির্বিভাগে রোগী দেখেন : (রবিবার) [1352, 2134, 1444, 2141]
imprint [26, 2324, 1525, 2352]
suma-logo-icon: S [45, 1589, 81, 1643]
continued-link[interactable]: » ২ এর পৃ. ৩ ক. দেখুন [1166, 779, 1537, 805]
labbaik-pill: লাব্বাইক আল্লাহুম্মা লাব্বাইক [285, 1586, 421, 1605]
feature-item [996, 1564, 1316, 1575]
hospital-name-text: সিলেট ইম্পেরিয়াল হাসপাতাল [59, 2007, 354, 2035]
hospital-name [30, 2000, 354, 2041]
office-card[interactable] [1373, 1799, 1531, 1827]
story-body-col2: সীমান্তের ১১৯৭ পিলার সংলগ্ন লাকমা এলাকার গ্রামবাসী ভারতের মেঘালয় রাজ্যের শিবপুর এলাকায় গিয়ে চোরাই কয়লার বস্তা নিয়ে আসার সময় ভারতীয় সীমান্তরক্ষী বাহিনী বিএসএফের হাতে আটক হয় উপজেলার উত্তর বড়দল ইউনিয়নের সীমান্তবর্তী রজনীলাইন গ্রামের আব্দুল মোতালিবের ছেলে রুবেল মিয়া (২০)। এলাকাবাসী ও বিজিবি সূত্রে জানা যায়, প্রতিদিনের মতো গতকাল রোববার ভোরে নিহত নুরুল হকসহ ৭/৮ জনের একটি কয়লা শ্রমিকের গ্রুপ চোরাই পথে বালিয়াঘাট সীমান্ত দিয়ে ভারতে যায়। তাহিরপুর থানার ওসি মোহাম্মদ নাজিম উদ্দিন এসব বিষয়ের সত্যতা নিশ্চিত করেছেন। তিনি বলেন, খবর পেয়েই ঘটনাস্থলে পুলিশ পাঠানো হয়েছে। চোরাই পথে ভারতে গিয়ে কয়লা আনতে প্রায়ই এরকম দুর্ঘটনা ঘটছে। এ ধরনের অপ্রত্যাশিত ঘটনা রোধে পুলিশ কঠোর পদক্ষেপ গ্রহণ করবে বলে জানান তিনি। [785, 1514, 974, 1755]
signature [581, 2213, 966, 2258]
doctor-name: অধ্যাপক ডাঃ ইশতিয়াক-উল-ফাত্তাহ [1324, 2021, 1471, 2033]
helpline-numbers[interactable] [400, 2201, 567, 2247]
hospital-tagline: যেখানে সুস্থতা আসে হৃদয়ের গভীর থেকে [60, 133, 165, 140]
story-body [1166, 669, 1537, 915]
doctor-position: উপাধ্যক্ষ ও বিভাগীয় প্রধান (কার্ডিওলজী) [1338, 1971, 1457, 1979]
madinah-hotel: মদিনা হোটেল: আল-মারজান (মারকাজিয়া) [1208, 1732, 1320, 1739]
doctor-degrees: এম.বি.বি.এস; এমডি (কার্ডিওলজী) [1352, 1960, 1443, 1967]
bullet-icon: ◇ [996, 1576, 1004, 1584]
masthead-english-title: THE DAILY SYLHETER DAK [437, 160, 908, 194]
hajj-year: ২০২৪ সালের [1404, 1521, 1511, 1543]
feature-item [996, 1586, 1316, 1596]
consult-days: বহির্বিভাগে রোগী দেখেন : (শনি, সোম ও বুধবার) [1067, 2134, 1192, 2141]
phone-icon: ☎ [41, 1842, 57, 1860]
oasis-hands-icon: ✋ [21, 114, 39, 130]
footer-divider [13, 2319, 1537, 2320]
story-byline: ---------------------নুরুল ইসলাম নাহিদ [577, 943, 792, 959]
brand-name: লতিফ ট্রাভেলস [1001, 1470, 1149, 1496]
reg-code: সিডা-১২৮৯ [3, 1887, 10, 1916]
story-headline[interactable]: মহানগর আওয়ামী লীগের 'রোড টু স্মার্ট বাংলাদেশ' এর অফ লাইন ক্যাম্পেইন অনুষ্ঠিত [13, 843, 376, 939]
doctor-position: অধ্যক্ষ ও বিভাগীয় প্রধান (গাইনী এন্ড অবস) [1066, 1971, 1192, 1979]
position-1: কনসালটেন্ট-ইউরোলজি বিভাগ, স্কয়ার হসপিটাল, ঢাকা। [1044, 78, 1173, 85]
consult-days: বহির্বিভাগে রোগী দেখেন : (শনি থেকে বৃহস্পতিবার) [1063, 1982, 1195, 1989]
doctor-degrees: এমবিবিএস, এমএস (ইউরোলজি) [1063, 63, 1167, 72]
photo-road-to-smart-meeting [12, 529, 556, 785]
doctor-name: ডা. এম এ হাই [106, 2165, 310, 2205]
doctor-card [996, 2080, 1264, 2156]
nicu-picu-badge: NICU এবং PICU [119, 2055, 311, 2089]
classified-body: সিলেট শহরের নবাব রোডস্থ হাজী গফ্ফার সড়ক শেখঘাট, ডক্টর্স গার্ডেন এর পাশে বাসা ভাড়া দেওয়া হবে। [796, 1987, 961, 2025]
umrah-package: ওমরাহ প্যাকেজ [1161, 1466, 1339, 1499]
photo-caption: দোয়ারা ঘিলাছড়া মাধ্যমিক বিদ্যালয় ও কলেজে বীর মুক্তিযোদ্ধা ডা. আব্দুর রহিম ভবন এর উদ্বোধন উপলক্ষে সুধী সমাবেশে প্রধান অতিথির বক্তব্য রাখছেন মুহিবুর রহমান মানিক এমপি [13, 482, 530, 509]
makkah-hotel: মক্কা হোটেল: আজয়াদ আল সাদ (মেরিডিয়ান রোড) [1377, 1713, 1512, 1720]
feature-item [996, 1542, 1316, 1553]
masthead [0, 51, 1549, 199]
helpline-1[interactable]: 01325 064 701 [423, 2203, 544, 2222]
